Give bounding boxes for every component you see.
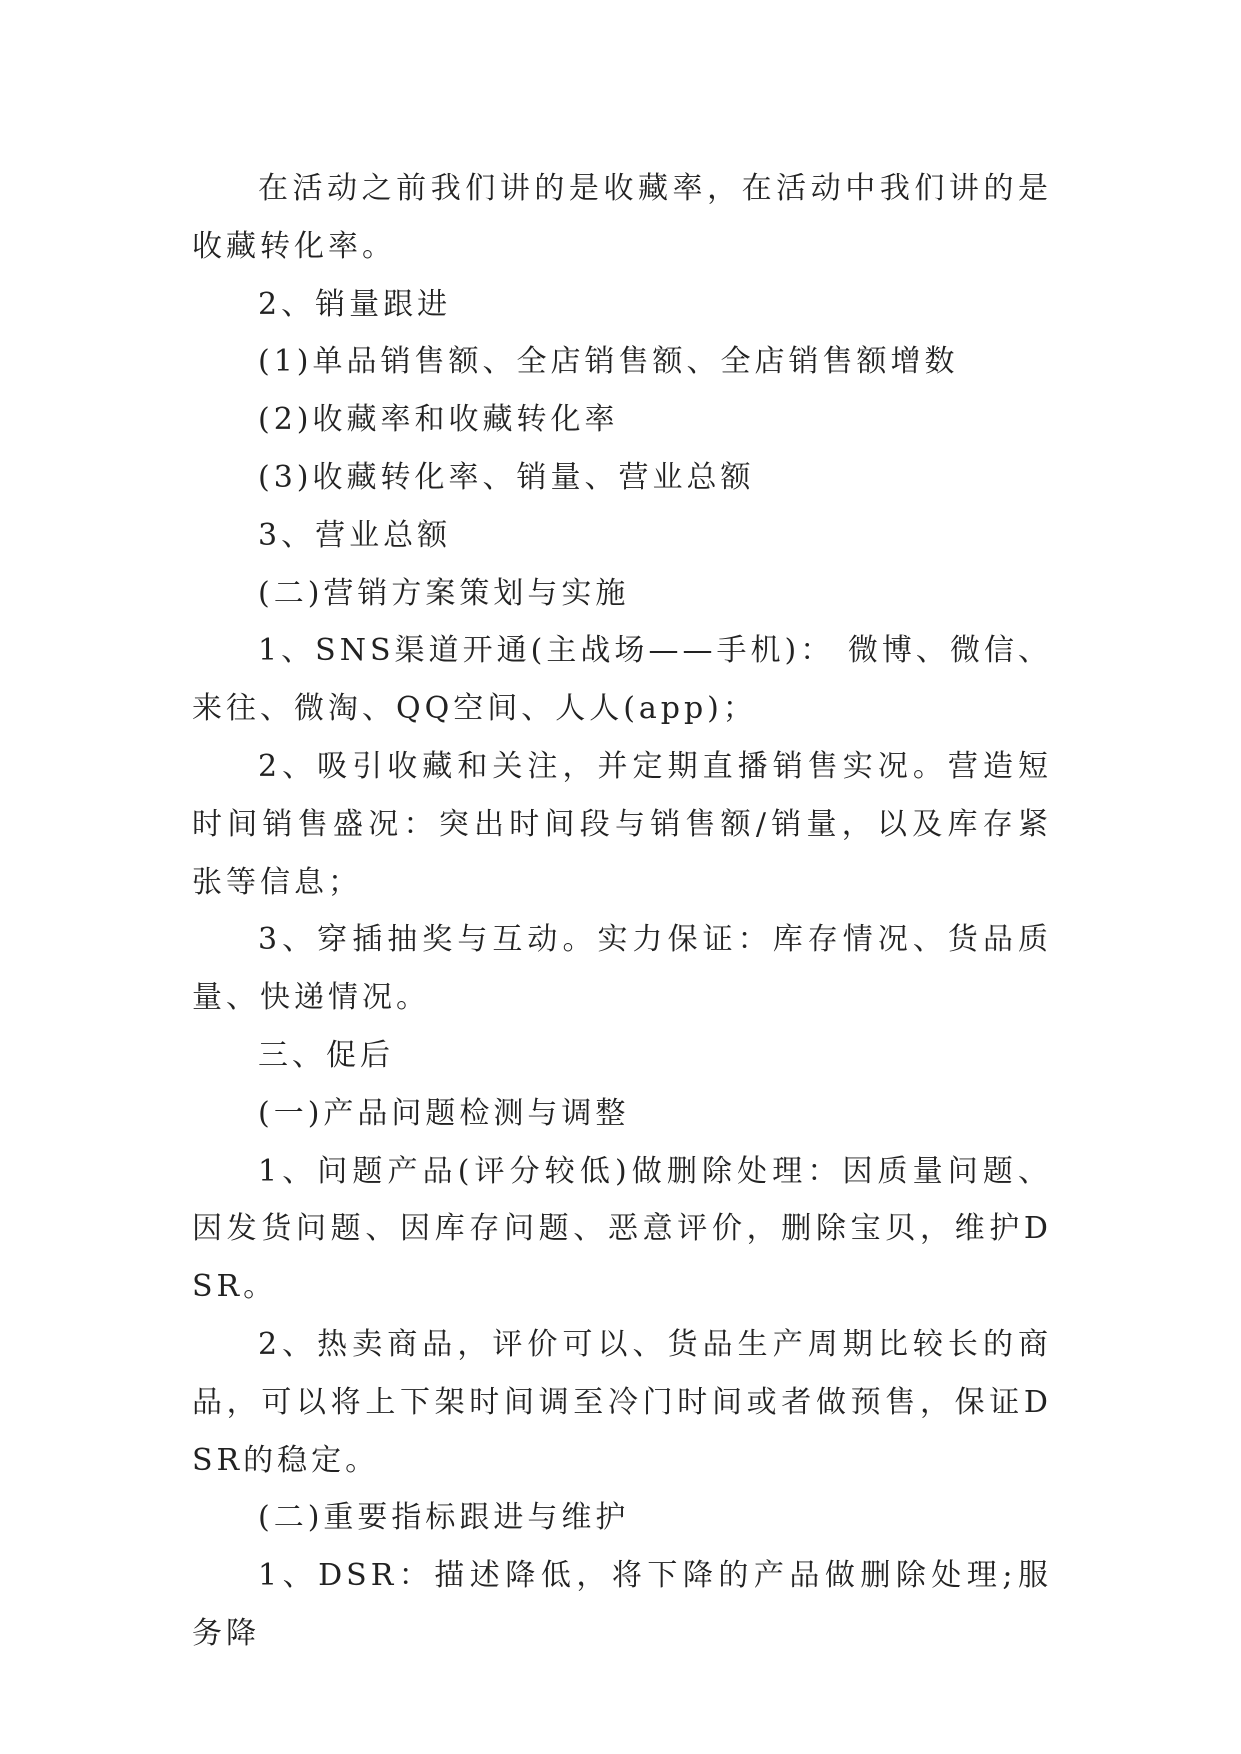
heading-post-promotion: 三、促后	[258, 1037, 394, 1073]
paragraph-lottery-interaction: 3、穿插抽奖与互动。实力保证：库存情况、货品质量、快递情况。	[192, 922, 1052, 1016]
document-body	[192, 160, 1052, 1663]
heading-total-revenue: 3、营业总额	[258, 517, 452, 553]
list-item-sales-amounts: (1)单品销售额、全店销售额、全店销售额增数	[258, 344, 959, 380]
list-item-conversion-volume: (3)收藏转化率、销量、营业总额	[258, 459, 755, 495]
paragraph-problem-products: 1、问题产品(评分较低)做删除处理：因质量问题、因发货问题、因库存问题、恶意评价，删除宝贝，维护DSR。	[192, 1153, 1052, 1305]
heading-key-indicators: (二)重要指标跟进与维护	[258, 1500, 630, 1536]
heading-marketing-plan: (二)营销方案策划与实施	[258, 575, 630, 611]
heading-product-issues: (一)产品问题检测与调整	[258, 1095, 630, 1131]
paragraph-attract-collection: 2、吸引收藏和关注，并定期直播销售实况。营造短时间销售盛况：突出时间段与销售额/销量，以及库存紧张等信息；	[192, 748, 1052, 900]
paragraph-dsr: 1、DSR：描述降低，将下降的产品做删除处理;服务降	[192, 1558, 1052, 1651]
list-item-collection-rates: (2)收藏率和收藏转化率	[258, 402, 619, 438]
paragraph-collection-rate: 在活动之前我们讲的是收藏率，在活动中我们讲的是收藏转化率。	[192, 171, 1052, 264]
paragraph-sns-channels: 1、SNS渠道开通(主战场——手机)： 微博、微信、来往、微淘、QQ空间、人人(app)；	[192, 633, 1052, 727]
heading-sales-tracking: 2、销量跟进	[258, 286, 452, 322]
paragraph-hot-products: 2、热卖商品，评价可以、货品生产周期比较长的商品，可以将上下架时间调至冷门时间或者做预售，保证DSR的稳定。	[192, 1326, 1052, 1478]
